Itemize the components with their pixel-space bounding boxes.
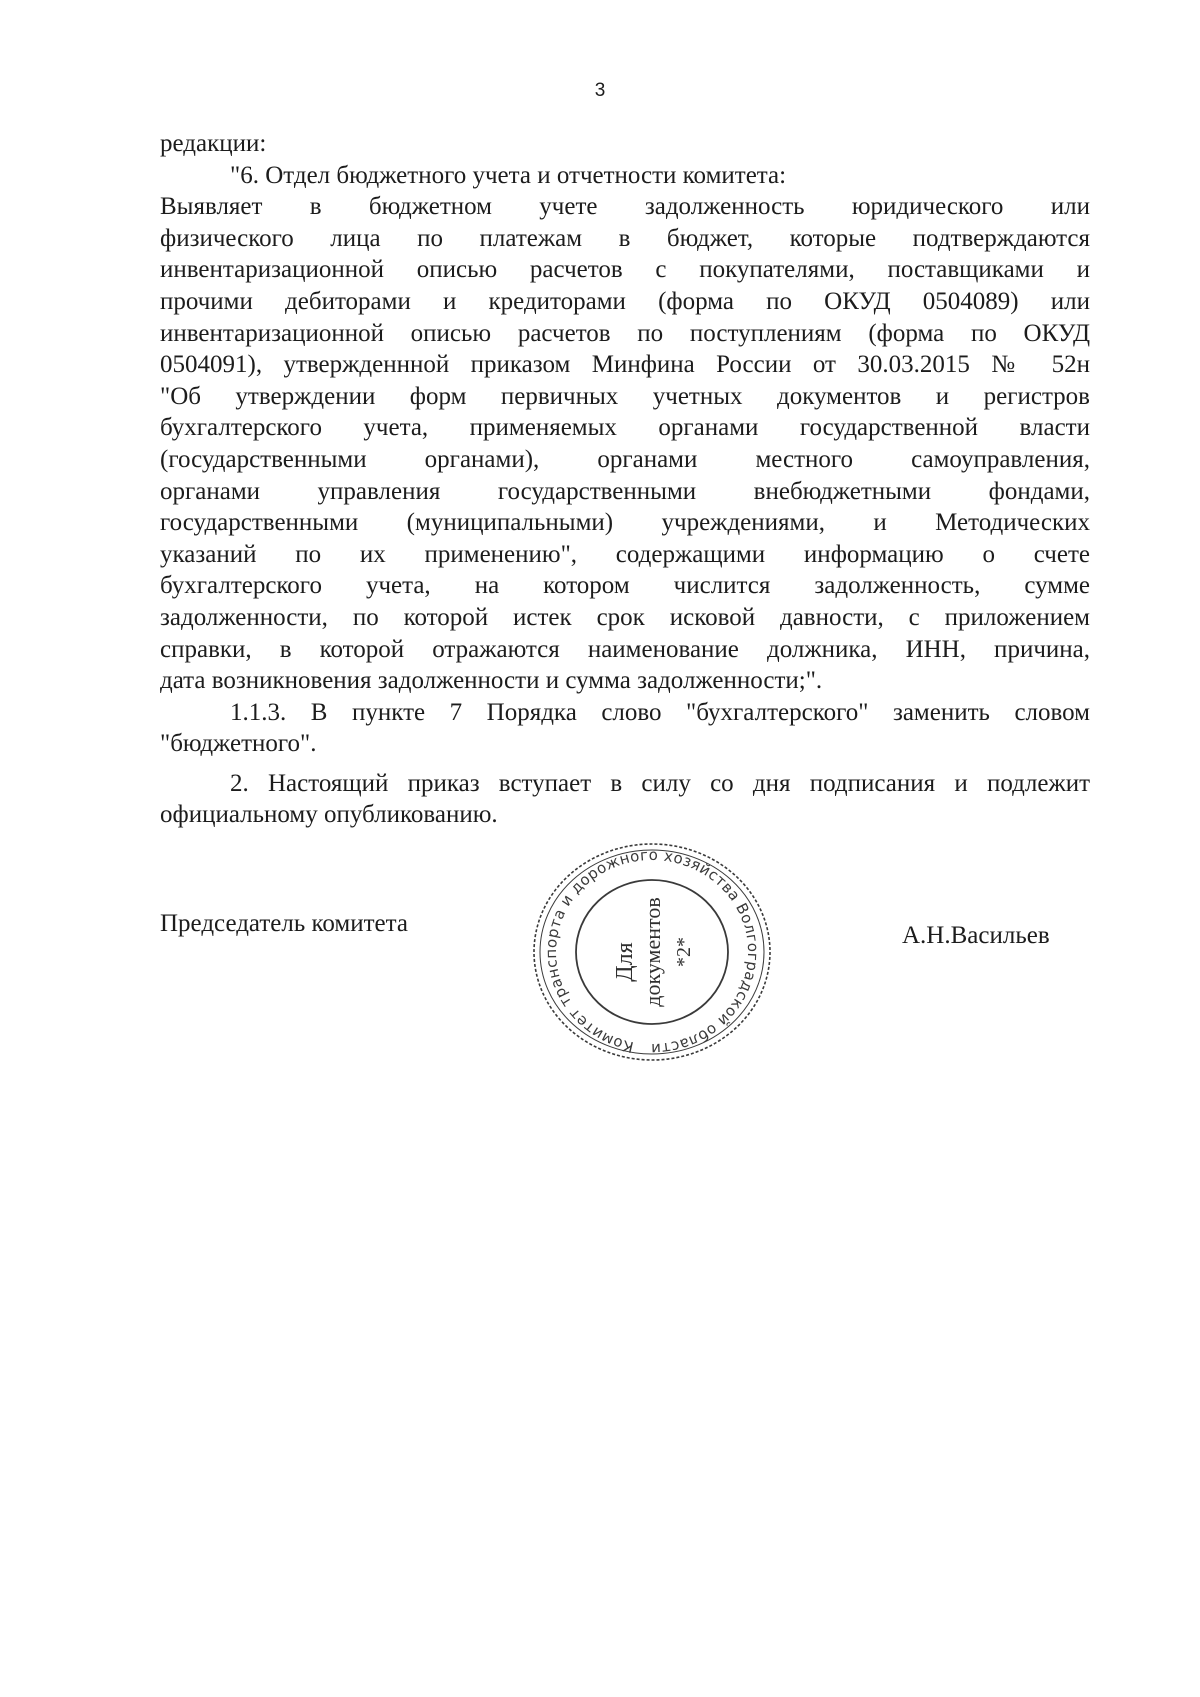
text-line: редакции:: [160, 130, 267, 157]
text-line: органами управления государственными внебюджетными фондами,: [160, 477, 1090, 505]
page-number: 3: [594, 80, 606, 101]
text-line: 0504091), утвержденнной приказом Минфина России от 30.03.2015 № 52н: [160, 351, 1090, 379]
text-line: указаний по их применению", содержащими информацию о счете: [160, 540, 1090, 568]
seal-center-line-1: Для: [612, 942, 638, 982]
text-line: 2. Настоящий приказ вступает в силу со дня подписания и подлежит: [230, 769, 1090, 797]
text-line: физического лица по платежам в бюджет, которые подтверждаются: [160, 224, 1090, 252]
text-line: 1.1.3. В пункте 7 Порядка слово "бухгалтерского" заменить словом: [230, 698, 1090, 726]
seal-outer-text-path: Комитет транспорта и дорожного хозяйства Волгоградской области: [541, 845, 763, 1059]
text-line: задолженности, по которой истек срок исковой давности, с приложением: [160, 603, 1090, 631]
text-line: дата возникновения задолженности и сумма задолженности;".: [160, 667, 823, 695]
text-line: бухгалтерского учета, применяемых органами государственной власти: [160, 414, 1090, 442]
text-line: бухгалтерского учета, на котором числится задолженность, сумме: [160, 572, 1090, 600]
text-line: инвентаризационной описью расчетов с покупателями, поставщиками и: [160, 256, 1090, 284]
signatory-name: А.Н.Васильев: [902, 922, 1050, 949]
text-line: государственными (муниципальными) учреждениями, и Методических: [160, 509, 1090, 537]
seal-number: *2*: [673, 937, 695, 967]
document-body: [160, 128, 1090, 831]
text-line: инвентаризационной описью расчетов по поступлениям (форма по ОКУД: [160, 319, 1090, 347]
text-line: (государственными органами), органами местного самоуправления,: [160, 445, 1090, 473]
text-line: "бюджетного".: [160, 730, 317, 758]
seal-center-line-2: документов: [640, 897, 665, 1007]
text-line: прочими дебиторами и кредиторами (форма по ОКУД 0504089) или: [160, 287, 1090, 315]
text-line: "Об утверждении форм первичных учетных документов и регистров: [160, 382, 1090, 410]
text-line: Выявляет в бюджетном учете задолженность юридического или: [160, 193, 1090, 221]
text-line: "6. Отдел бюджетного учета и отчетности комитета:: [230, 161, 787, 189]
official-seal: [527, 840, 777, 1068]
text-line: справки, в которой отражаются наименование должника, ИНН, причина,: [160, 635, 1090, 663]
signatory-position: Председатель комитета: [160, 910, 408, 937]
text-line: официальному опубликованию.: [160, 801, 498, 829]
